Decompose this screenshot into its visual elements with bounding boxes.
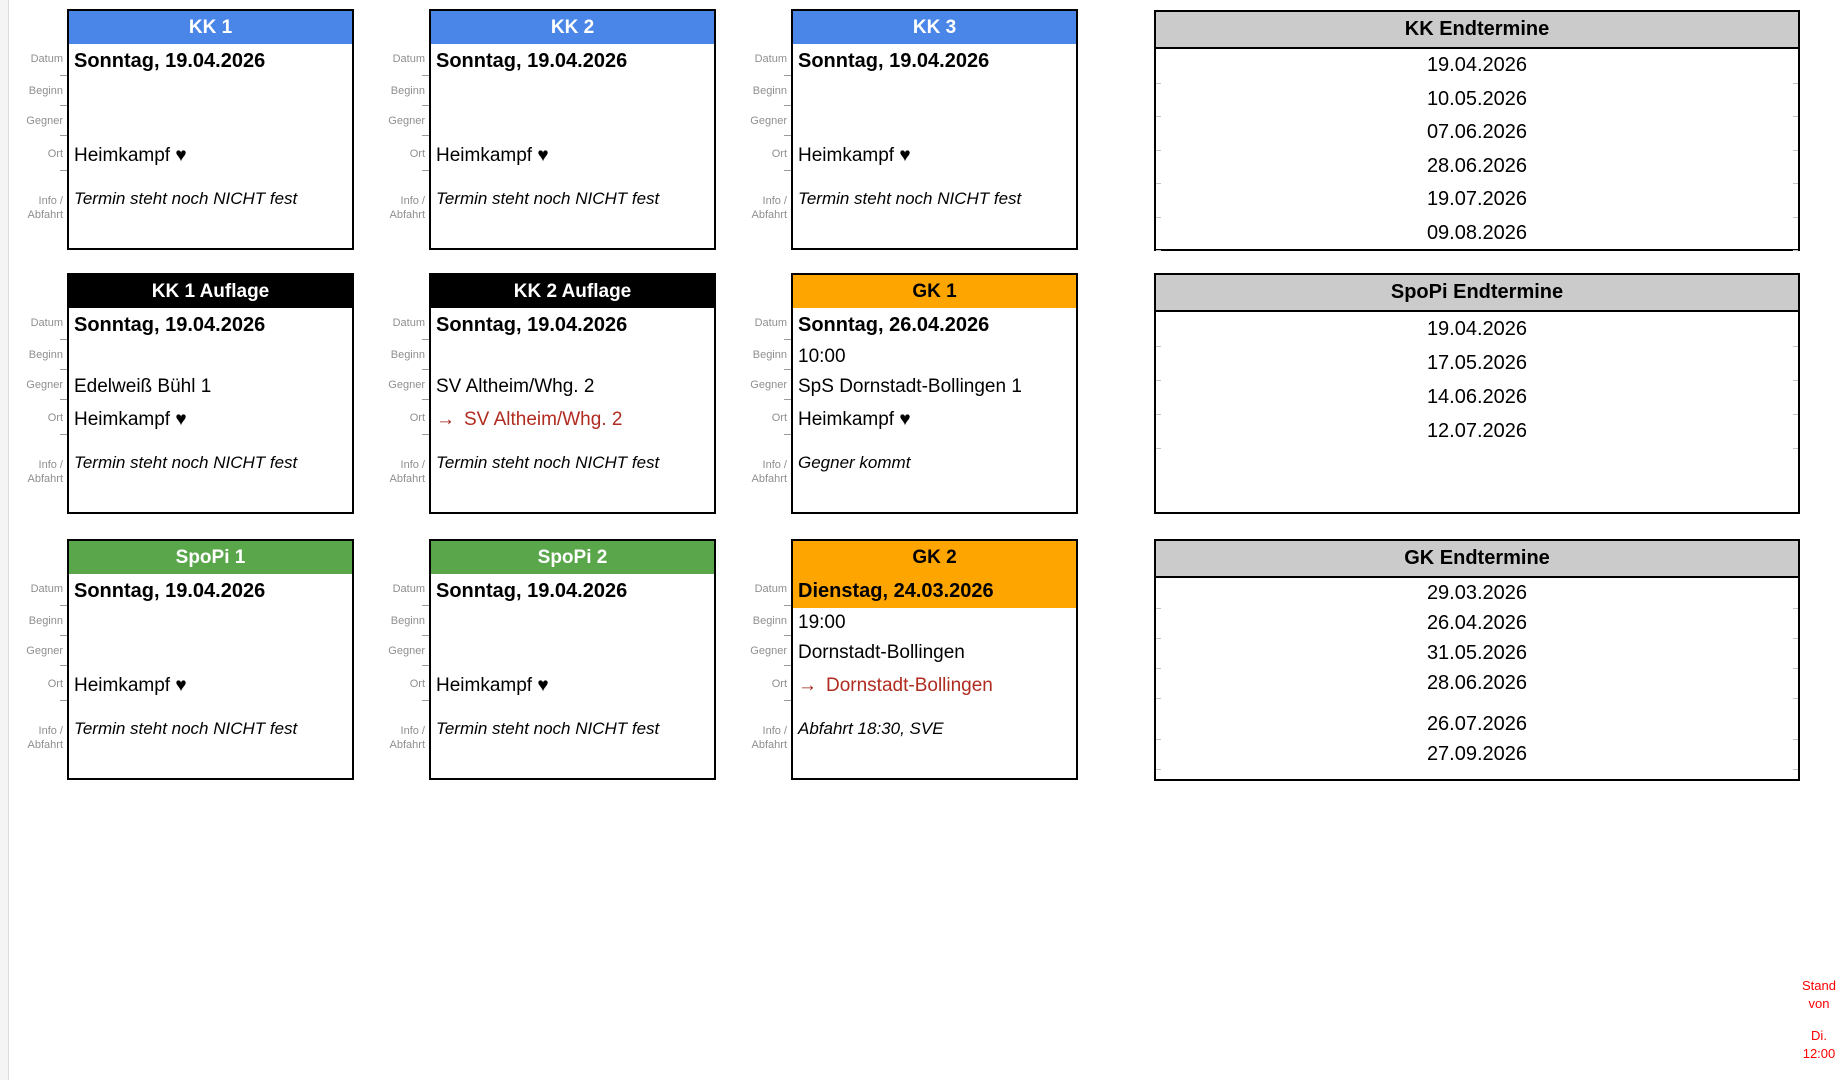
- endtermine-date: 14.06.2026: [1156, 380, 1798, 414]
- card-title: KK 1: [69, 11, 352, 44]
- match-card-group-kk1: [15, 9, 354, 250]
- endtermine-dates: [1156, 49, 1798, 250]
- field-labels: [15, 539, 67, 780]
- match-card-kk3: [791, 9, 1078, 250]
- label-gegner: Gegner: [739, 636, 791, 666]
- label-info-abfahrt: [15, 713, 67, 765]
- card-title: GK 2: [793, 541, 1076, 574]
- label-gegner: Gegner: [377, 370, 429, 400]
- endtermine-date: 12.07.2026: [1156, 414, 1798, 448]
- label-info-line1: Info /: [38, 195, 63, 208]
- label-datum: Datum: [739, 42, 791, 76]
- stand-note-line1: Stand von: [1802, 978, 1836, 1011]
- match-card-group-gk1: [739, 273, 1078, 514]
- label-beginn: Beginn: [739, 76, 791, 106]
- label-gegner: Gegner: [15, 370, 67, 400]
- label-info-line2: Abfahrt: [27, 209, 63, 221]
- label-info-line2: Abfahrt: [27, 473, 63, 485]
- field-labels: [377, 9, 429, 250]
- match-card-group-kk2-auflage: [377, 273, 716, 514]
- field-labels: [739, 9, 791, 250]
- endtermine-date: 19.04.2026: [1156, 49, 1798, 83]
- label-info-line2: Abfahrt: [389, 473, 425, 485]
- beginn-value: [69, 342, 352, 372]
- datum-value: Sonntag, 19.04.2026: [798, 49, 990, 72]
- label-info-line1: Info /: [762, 725, 787, 738]
- field-labels: [15, 273, 67, 514]
- ort-away-text: SV Altheim/Whg. 2: [464, 408, 623, 430]
- info-value: Termin steht noch NICHT fest: [798, 189, 1022, 208]
- gegner-value: SpS Dornstadt-Bollingen 1: [798, 376, 1022, 397]
- ort-value: Heimkampf ♥: [74, 408, 187, 430]
- label-gegner: Gegner: [377, 636, 429, 666]
- label-ort: Ort: [739, 400, 791, 435]
- arrow-right-icon: →: [798, 674, 817, 696]
- match-card-group-kk3: [739, 9, 1078, 250]
- label-info-line2: Abfahrt: [751, 473, 787, 485]
- endtermine-dates: [1156, 312, 1798, 448]
- label-spacer: [377, 701, 429, 713]
- ort-value: Heimkampf ♥: [798, 408, 911, 430]
- label-beginn: Beginn: [377, 606, 429, 636]
- endtermine-date: 29.03.2026: [1156, 578, 1798, 608]
- label-info-abfahrt: [377, 447, 429, 499]
- label-info-abfahrt: [739, 183, 791, 235]
- beginn-value: 19:00: [798, 612, 846, 633]
- label-datum: Datum: [739, 572, 791, 606]
- label-gegner: Gegner: [15, 106, 67, 136]
- field-labels: [377, 273, 429, 514]
- label-info-line1: Info /: [38, 459, 63, 472]
- endtermine-dates: [1156, 578, 1798, 769]
- label-datum: Datum: [15, 306, 67, 340]
- beginn-value: [69, 78, 352, 108]
- beginn-value: [431, 608, 714, 638]
- match-card-group-spopi2: [377, 539, 716, 780]
- gegner-value: [69, 638, 352, 668]
- label-gegner: Gegner: [15, 636, 67, 666]
- match-card-kk1: [67, 9, 354, 250]
- info-value: Termin steht noch NICHT fest: [74, 719, 298, 738]
- label-ort: Ort: [739, 666, 791, 701]
- label-spacer: [15, 171, 67, 183]
- label-spacer: [15, 701, 67, 713]
- field-labels: [377, 539, 429, 780]
- endtermine-date: 31.05.2026: [1156, 638, 1798, 668]
- field-labels: [15, 9, 67, 250]
- endtermine-date: 09.08.2026: [1156, 217, 1798, 251]
- label-spacer: [15, 435, 67, 447]
- label-ort: Ort: [15, 400, 67, 435]
- info-value: Termin steht noch NICHT fest: [74, 453, 298, 472]
- label-ort: Ort: [15, 666, 67, 701]
- label-info-line2: Abfahrt: [751, 739, 787, 751]
- ort-away-text: Dornstadt-Bollingen: [826, 674, 993, 696]
- beginn-value: [793, 78, 1076, 108]
- label-ort: Ort: [739, 136, 791, 171]
- gegner-value: [793, 108, 1076, 138]
- datum-value: Sonntag, 19.04.2026: [74, 313, 266, 336]
- datum-value: Sonntag, 19.04.2026: [436, 579, 628, 602]
- beginn-value: [431, 78, 714, 108]
- label-spacer: [377, 435, 429, 447]
- gegner-value: [431, 638, 714, 668]
- gegner-value: Dornstadt-Bollingen: [798, 642, 965, 663]
- ort-value: Heimkampf ♥: [436, 144, 549, 166]
- beginn-value: [431, 342, 714, 372]
- label-beginn: Beginn: [377, 76, 429, 106]
- endtermine-date: 10.05.2026: [1156, 83, 1798, 117]
- card-title: KK 2 Auflage: [431, 275, 714, 308]
- stand-note: [1796, 977, 1842, 1062]
- label-datum: Datum: [15, 42, 67, 76]
- label-info-abfahrt: [15, 183, 67, 235]
- endtermine-box-kk: [1154, 10, 1800, 251]
- card-title: KK 1 Auflage: [69, 275, 352, 308]
- match-card-kk2-auflage: [429, 273, 716, 514]
- label-info-line1: Info /: [400, 459, 425, 472]
- info-value: Termin steht noch NICHT fest: [436, 719, 660, 738]
- label-beginn: Beginn: [15, 76, 67, 106]
- label-spacer: [739, 171, 791, 183]
- label-datum: Datum: [739, 306, 791, 340]
- label-beginn: Beginn: [377, 340, 429, 370]
- label-ort: Ort: [377, 666, 429, 701]
- beginn-value: [69, 608, 352, 638]
- label-info-line1: Info /: [762, 459, 787, 472]
- endtermine-box-gk: [1154, 539, 1800, 781]
- label-info-line1: Info /: [400, 195, 425, 208]
- match-card-gk2: [791, 539, 1078, 780]
- label-info-abfahrt: [739, 713, 791, 765]
- match-card-kk2: [429, 9, 716, 250]
- ort-value: Heimkampf ♥: [436, 674, 549, 696]
- label-info-abfahrt: [739, 447, 791, 499]
- label-beginn: Beginn: [15, 606, 67, 636]
- endtermine-date: 07.06.2026: [1156, 116, 1798, 150]
- endtermine-title-kk: KK Endtermine: [1156, 12, 1798, 49]
- label-spacer: [739, 701, 791, 713]
- label-info-line2: Abfahrt: [27, 739, 63, 751]
- match-card-spopi1: [67, 539, 354, 780]
- match-card-kk1-auflage: [67, 273, 354, 514]
- label-beginn: Beginn: [15, 340, 67, 370]
- label-info-abfahrt: [377, 183, 429, 235]
- endtermine-title-gk: GK Endtermine: [1156, 541, 1798, 578]
- match-card-gk1: [791, 273, 1078, 514]
- field-labels: [739, 539, 791, 780]
- match-card-group-kk2: [377, 9, 716, 250]
- gegner-value: Edelweiß Bühl 1: [74, 376, 212, 397]
- label-info-line2: Abfahrt: [389, 209, 425, 221]
- label-datum: Datum: [15, 572, 67, 606]
- label-ort: Ort: [15, 136, 67, 171]
- match-card-group-gk2: [739, 539, 1078, 780]
- stand-note-line2: Di. 12:00: [1802, 1028, 1836, 1061]
- endtermine-date: 17.05.2026: [1156, 346, 1798, 380]
- label-info-line1: Info /: [400, 725, 425, 738]
- label-info-line2: Abfahrt: [751, 209, 787, 221]
- label-gegner: Gegner: [377, 106, 429, 136]
- label-spacer: [377, 171, 429, 183]
- info-value: Termin steht noch NICHT fest: [436, 189, 660, 208]
- match-card-group-spopi1: [15, 539, 354, 780]
- beginn-value: 10:00: [798, 346, 846, 367]
- datum-value: Sonntag, 19.04.2026: [74, 49, 266, 72]
- match-card-spopi2: [429, 539, 716, 780]
- gegner-value: [431, 108, 714, 138]
- info-value: Abfahrt 18:30, SVE: [798, 719, 944, 738]
- endtermine-date: 28.06.2026: [1156, 150, 1798, 184]
- arrow-right-icon: →: [436, 408, 455, 430]
- label-datum: Datum: [377, 572, 429, 606]
- info-value: Termin steht noch NICHT fest: [436, 453, 660, 472]
- card-title: KK 2: [431, 11, 714, 44]
- ort-value: [431, 402, 714, 437]
- card-title: GK 1: [793, 275, 1076, 308]
- endtermine-date: 26.04.2026: [1156, 608, 1798, 638]
- label-gegner: Gegner: [739, 106, 791, 136]
- ort-value: Heimkampf ♥: [74, 674, 187, 696]
- label-info-line1: Info /: [762, 195, 787, 208]
- label-spacer: [739, 435, 791, 447]
- match-card-group-kk1-auflage: [15, 273, 354, 514]
- datum-value: Sonntag, 19.04.2026: [436, 49, 628, 72]
- card-title: KK 3: [793, 11, 1076, 44]
- gegner-value: SV Altheim/Whg. 2: [436, 376, 595, 397]
- label-info-abfahrt: [377, 713, 429, 765]
- card-title: SpoPi 2: [431, 541, 714, 574]
- field-labels: [739, 273, 791, 514]
- datum-value: Sonntag, 19.04.2026: [436, 313, 628, 336]
- info-value: Gegner kommt: [798, 453, 911, 472]
- datum-value: Sonntag, 19.04.2026: [74, 579, 266, 602]
- label-gegner: Gegner: [739, 370, 791, 400]
- endtermine-date: 26.07.2026: [1156, 709, 1798, 739]
- label-ort: Ort: [377, 400, 429, 435]
- label-ort: Ort: [377, 136, 429, 171]
- label-info-line1: Info /: [38, 725, 63, 738]
- endtermine-date: 27.09.2026: [1156, 739, 1798, 769]
- card-title: SpoPi 1: [69, 541, 352, 574]
- label-datum: Datum: [377, 306, 429, 340]
- label-info-abfahrt: [15, 447, 67, 499]
- endtermine-date: 28.06.2026: [1156, 668, 1798, 698]
- datum-value-highlighted: Dienstag, 24.03.2026: [793, 574, 1076, 608]
- endtermine-date: 19.04.2026: [1156, 312, 1798, 346]
- gegner-value: [69, 108, 352, 138]
- datum-value: Sonntag, 26.04.2026: [798, 313, 990, 336]
- endtermine-box-spopi: [1154, 273, 1800, 514]
- page-left-edge: [0, 0, 9, 1080]
- endtermine-title-spopi: SpoPi Endtermine: [1156, 275, 1798, 312]
- ort-value: Heimkampf ♥: [74, 144, 187, 166]
- endtermine-date: 19.07.2026: [1156, 183, 1798, 217]
- label-beginn: Beginn: [739, 606, 791, 636]
- ort-value: Heimkampf ♥: [798, 144, 911, 166]
- label-info-line2: Abfahrt: [389, 739, 425, 751]
- label-datum: Datum: [377, 42, 429, 76]
- ort-value: [793, 668, 1076, 703]
- label-beginn: Beginn: [739, 340, 791, 370]
- info-value: Termin steht noch NICHT fest: [74, 189, 298, 208]
